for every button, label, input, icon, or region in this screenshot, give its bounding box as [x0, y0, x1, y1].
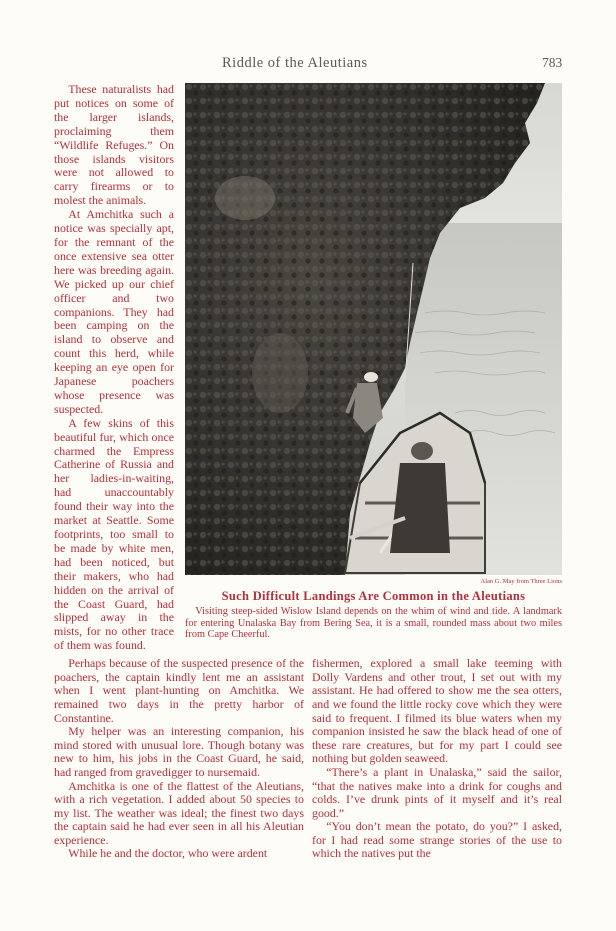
paragraph: Perhaps because of the suspected presence of the poachers, the captain kindly lent me an assistant when I went plant-hunting on Amchitka. We remained two days in the pretty harbor of Constantine.	[54, 656, 304, 725]
paragraph: Amchitka is one of the flattest of the Aleutians, with a rich vegetation. I added about 50 species to my list. The weather was ideal; the finest two days the captain said he had ever seen in all his Aleutian experience.	[54, 778, 304, 847]
photo-credit: Alan G. May from Three Lions	[480, 578, 562, 585]
top-block	[54, 83, 562, 653]
paragraph: At Amchitka such a notice was specially apt, for the remnant of the once extensive sea otter here was breeding again. We picked up our chief officer and two companions. They had been camping on the island to observe and count this herd, while keeping an eye open for Japanese poachers whose presence was suspected.	[54, 207, 174, 416]
photo-cliff-rowboat	[185, 83, 562, 575]
body-column-right	[312, 657, 562, 861]
paragraph: fishermen, explored a small lake teeming with Dolly Vardens and other trout, I set out with my assistant. He had offered to show me the sea otters, and we found the little rocky cove which they were said to frequent. I filmed its blue waters when my companion insisted he saw the black head of one of these rare creatures, but for my part I could see nothing but golden seaweed.	[312, 656, 562, 766]
caption-title: Such Difficult Landings Are Common in the Aleutians	[221, 589, 526, 603]
caption-body	[185, 606, 562, 641]
paragraph: While he and the doctor, who were ardent	[68, 846, 268, 861]
paragraph: A few skins of this beautiful fur, which once charmed the Empress Catherine of Russia and her ladies-in-waiting, had unaccountably found their way into the market at Seattle. Some footprints, too small to be made by white men, had been noticed, but their makers, who had hidden on the arrival of the Coast Guard, had slipped away in the mists, for no other trace of them was found.	[54, 415, 174, 653]
paragraph: These naturalists had put notices on some of the larger islands, proclaiming them “Wildlife Refuges.” On those islands visitors were not allowed to carry firearms or to molest the animals.	[54, 82, 174, 208]
paragraph: “You don’t mean the potato, do you?” I asked, for I had read some strange stories of the use to which the natives put the	[312, 819, 562, 861]
rock-boulder	[215, 176, 275, 220]
photo-illustration	[185, 83, 562, 575]
paragraph: “There’s a plant in Unalaska,” said the sailor, “that the natives make into a drink for coughs and colds. I’ve drunk pints of it myself and it’s real good.”	[312, 764, 562, 820]
side-column-text	[54, 83, 174, 653]
rock-boulder	[252, 333, 308, 413]
page-number: 783	[542, 55, 563, 70]
running-title: Riddle of the Aleutians	[222, 55, 368, 71]
body-column-left	[54, 657, 304, 861]
caption-text: Visiting steep-sided Wislow Island depends on the whim of wind and tide. A landmark for entering Unalaska Bay from Bering Sea, it is a small, rounded mass about two miles from Cape Cheerful.	[185, 606, 562, 641]
running-head	[54, 55, 562, 77]
paragraph: My helper was an interesting companion, his mind stored with unusual lore. Though botany was new to him, his jobs in the Coast Guard, he said, had ranged from gravedigger to nursemaid.	[54, 724, 304, 779]
figure	[185, 83, 562, 641]
bottom-block	[54, 657, 562, 861]
